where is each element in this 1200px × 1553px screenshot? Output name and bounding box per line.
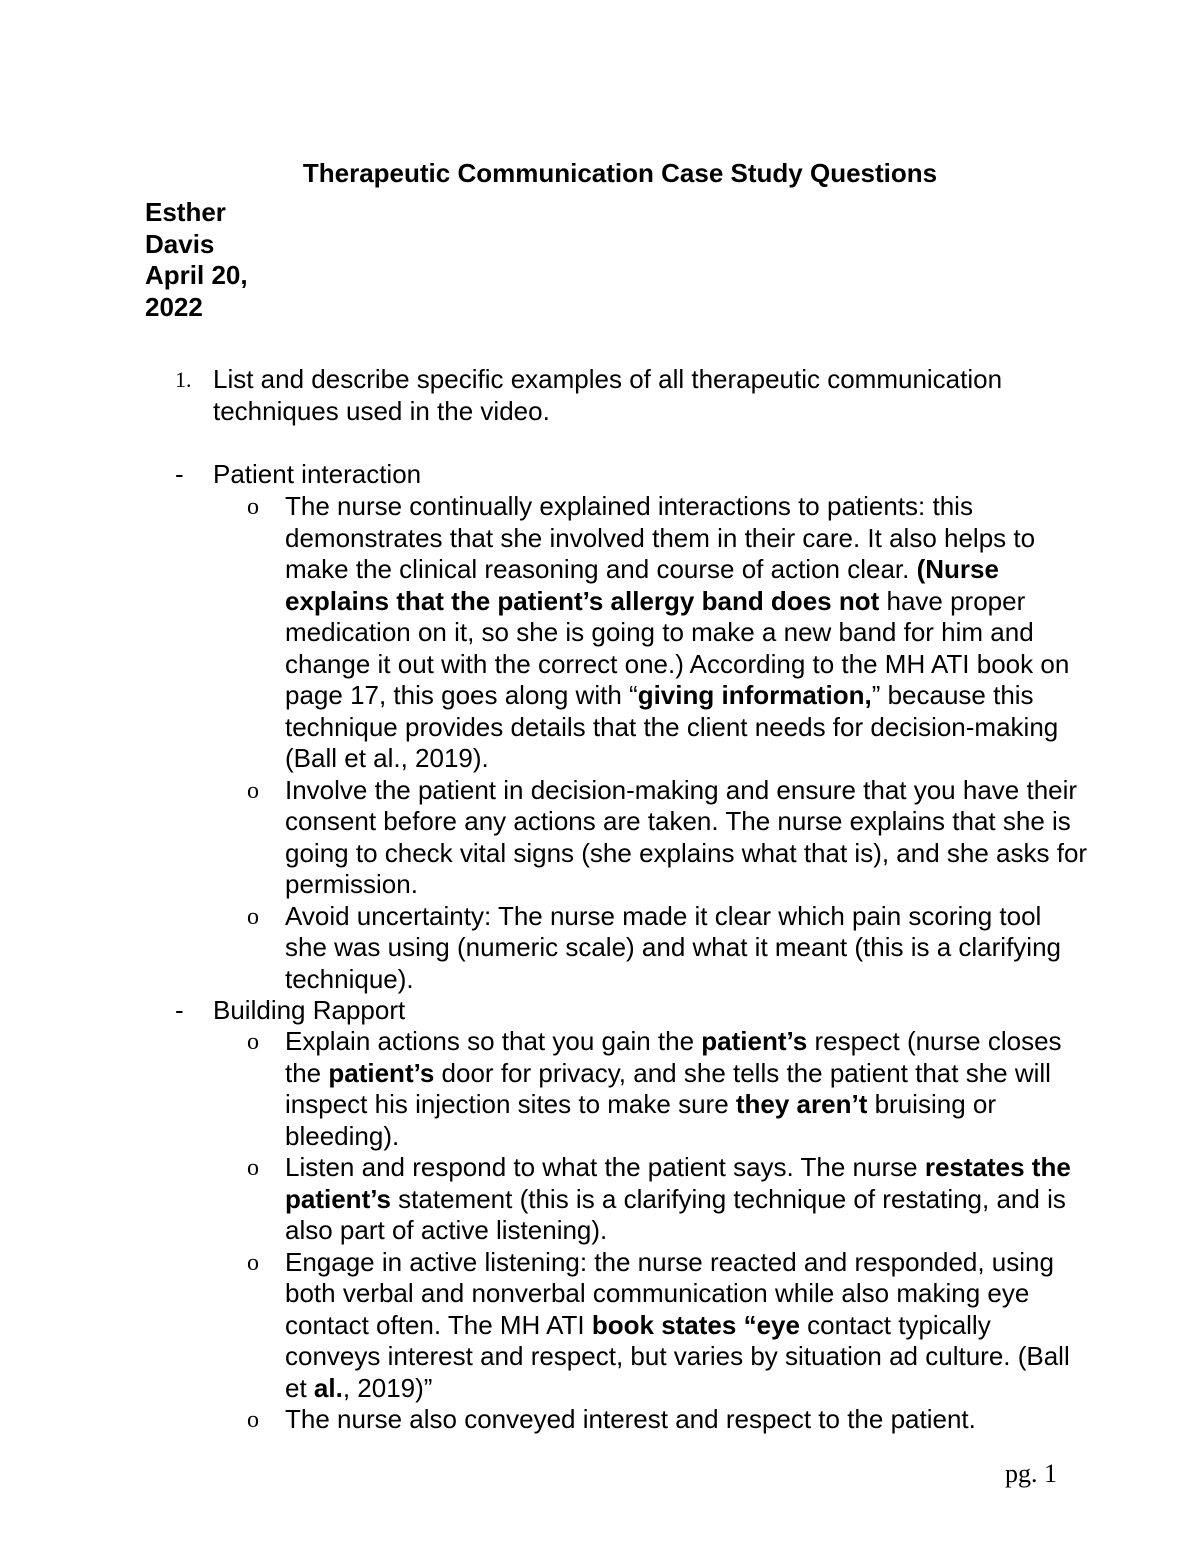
item-text: Involve the patient in decision-making and ensure that you have their consent before any actions are taken. The nurse explains that she is going to check vital signs (she explains what that is), and she asks for permission. bbox=[285, 774, 1088, 899]
section-heading: Patient interaction bbox=[213, 459, 422, 489]
list-item bbox=[0, 775, 1090, 901]
item-text: The nurse continually explained interactions to patients: this demonstrates that she involved them in their care. It also helps to make the clinical reasoning and course of action clear. (Nurse explains that the patient’s allergy band does not have proper medication on it, so she is going to make a new band for him and change it out with the correct one.) According to the MH ATI book on page 17, this goes along with “giving information,” because this technique provides details that the client needs for decision-making (Ball et al., 2019). bbox=[285, 491, 1070, 773]
section-heading: Building Rapport bbox=[213, 995, 406, 1025]
document-title: Therapeutic Communication Case Study Questions bbox=[302, 158, 938, 188]
section-patient-interaction bbox=[175, 459, 421, 491]
author-block bbox=[145, 197, 248, 323]
question-number: 1. bbox=[175, 367, 192, 392]
section-2-list bbox=[0, 1026, 1071, 1436]
list-item bbox=[0, 1404, 1090, 1436]
question-text: List and describe specific examples of all therapeutic communication techniques used in the video. bbox=[213, 364, 1003, 426]
list-item bbox=[0, 1152, 1090, 1247]
item-text: The nurse also conveyed interest and respect to the patient. bbox=[285, 1404, 976, 1434]
bullet-icon: o bbox=[247, 1029, 259, 1055]
item-text: Avoid uncertainty: The nurse made it clear which pain scoring tool she was using (numeric scale) and what it meant (this is a clarifying technique). bbox=[285, 900, 1061, 994]
date-line-1: April 20, bbox=[145, 260, 248, 290]
author-last-name: Davis bbox=[145, 228, 215, 259]
item-text: Explain actions so that you gain the patient’s respect (nurse closes the patient’s door for privacy, and she tells the patient that she will inspect his injection sites to make sure they aren’t bruising or bleeding). bbox=[285, 1026, 1062, 1151]
list-item bbox=[0, 901, 1090, 996]
bullet-icon: o bbox=[247, 1249, 259, 1276]
bullet-icon: o bbox=[247, 777, 259, 804]
section-dash: - bbox=[175, 995, 184, 1025]
page-number: pg. 1 bbox=[1005, 1459, 1057, 1488]
section-building-rapport bbox=[175, 995, 405, 1027]
bullet-icon: o bbox=[247, 903, 259, 930]
list-item bbox=[0, 1247, 1090, 1405]
bullet-icon: o bbox=[247, 1407, 259, 1433]
question-1 bbox=[175, 364, 1075, 427]
list-item bbox=[0, 1026, 1090, 1152]
author-first-name: Esther bbox=[145, 197, 226, 227]
item-text: Listen and respond to what the patient says. The nurse restates the patient’s statement (this is a clarifying technique of restating, and is also part of active listening). bbox=[285, 1152, 1071, 1245]
date-line-2: 2022 bbox=[145, 291, 203, 322]
list-item bbox=[0, 491, 1090, 775]
bullet-icon: o bbox=[247, 1155, 259, 1181]
section-1-list bbox=[0, 491, 1088, 995]
bullet-icon: o bbox=[247, 494, 259, 520]
section-dash: - bbox=[175, 459, 184, 489]
item-text: Engage in active listening: the nurse reacted and responded, using both verbal and nonverbal communication while also making eye contact often. The MH ATI book states “eye contact typically conveys interest and respect, but varies by situation ad culture. (Ball et al., 2019)” bbox=[285, 1246, 1070, 1403]
